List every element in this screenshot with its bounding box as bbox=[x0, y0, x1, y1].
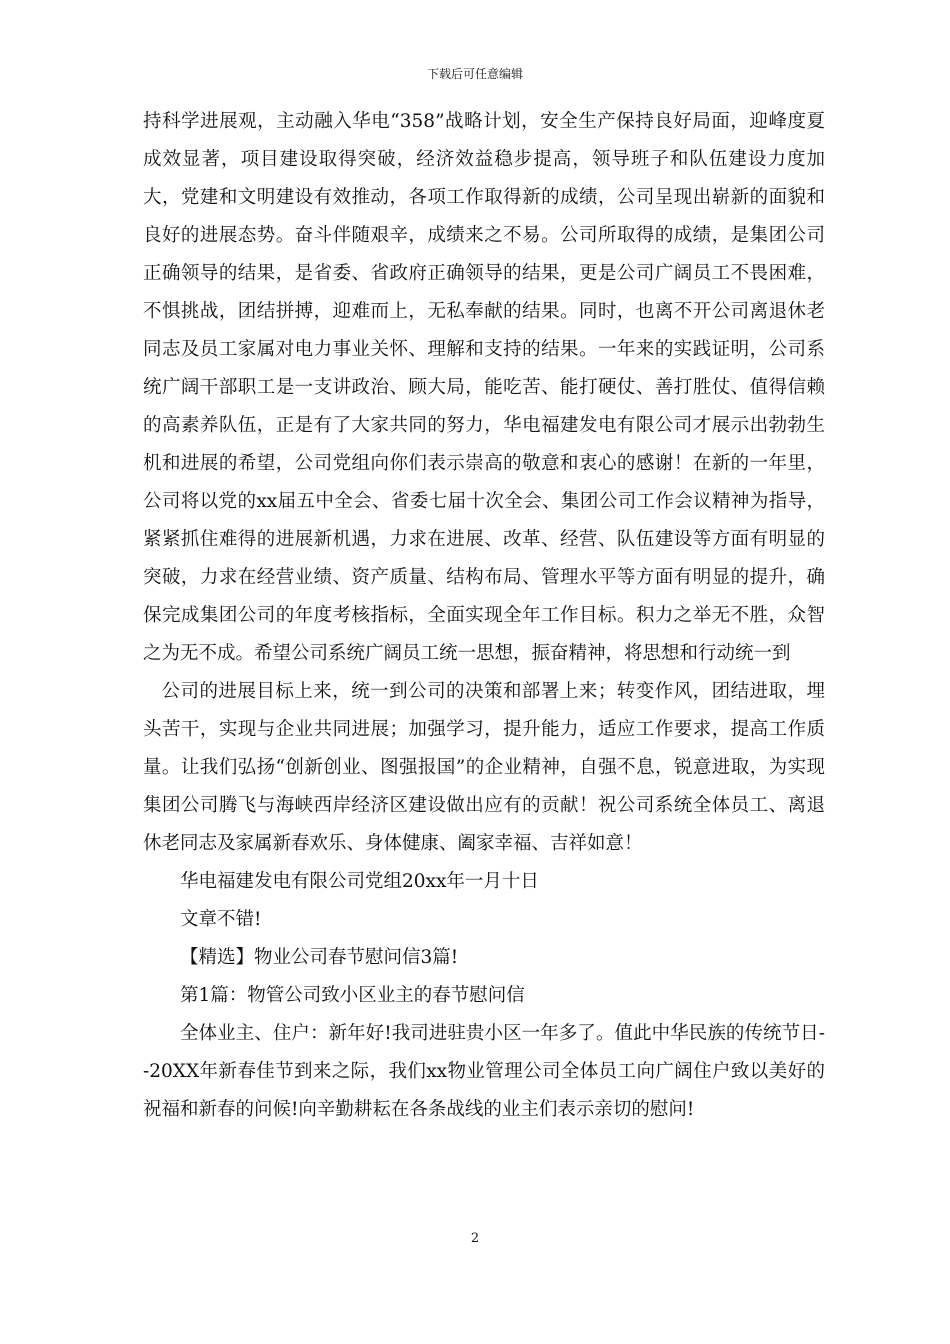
body-paragraph: 全体业主、住户：新年好!我司进驻贵小区一年多了。值此中华民族的传统节日--20XX年新春佳节到来之际，我们xx物业管理公司全体员工向广阔住户致以美好的祝福和新春的问候!向辛勤耕耘在各条战线的业主们表示亲切的慰问! bbox=[143, 1023, 825, 1120]
body-paragraph: 公司的进展目标上来，统一到公司的决策和部署上来；转变作风，团结进取，埋头苦干，实现与企业共同进展；加强学习，提升能力，适应工作要求，提高工作质量。让我们弘扬“创新创业、图强报国”的企业精神，自强不息，锐意进取，为实现集团公司腾飞与海峡西岸经济区建设做出应有的贡献！祝公司系统全体员工、离退休老同志及家属新春欢乐、身体健康、阖家幸福、吉祥如意！ bbox=[143, 681, 825, 854]
section-title: 【精选】物业公司春节慰问信3篇! bbox=[180, 947, 459, 968]
page-header-note: 下载后可任意编辑 bbox=[426, 67, 523, 81]
subsection-title: 第1篇：物管公司致小区业主的春节慰问信 bbox=[180, 985, 525, 1006]
body-paragraph: 持科学进展观，主动融入华电“358”战略计划，安全生产保持良好局面，迎峰度夏成效显著，项目建设取得突破，经济效益稳步提高，领导班子和队伍建设力度加大，党建和文明建设有效推动，各项工作取得新的成绩，公司呈现出崭新的面貌和良好的进展态势。奋斗伴随艰辛，成绩来之不易。公司所取得的成绩，是集团公司正确领导的结果，是省委、省政府正确领导的结果，更是公司广阔员工不畏困难，不惧挑战，团结拼搏，迎难而上，无私奉献的结果。同时，也离不开公司离退休老同志及员工家属对电力事业关怀、理解和支持的结果。一年来的实践证明，公司系统广阔干部职工是一支讲政治、顾大局，能吃苦、能打硬仗、善打胜仗、值得信赖的高素养队伍，正是有了大家共同的努力，华电福建发电有限公司才展示出勃勃生机和进展的希望，公司党组向你们表示崇高的敬意和衷心的感谢！在新的一年里，公司将以党的xx届五中全会、省委七届十次全会、集团公司工作会议精神为指导，紧紧抓住难得的进展新机遇，力求在进展、改革、经营、队伍建设等方面有明显的突破，力求在经营业绩、资产质量、结构布局、管理水平等方面有明显的提升，确保完成集团公司的年度考核指标，全面实现全年工作目标。积力之举无不胜，众智之为无不成。希望公司系统广阔员工统一思想，振奋精神，将思想和行动统一到 bbox=[143, 111, 825, 664]
document-body bbox=[143, 103, 825, 1129]
page-number: 2 bbox=[470, 1231, 480, 1246]
comment-line: 文章不错! bbox=[180, 909, 262, 930]
signature-line: 华电福建发电有限公司党组20xx年一月十日 bbox=[180, 871, 539, 892]
